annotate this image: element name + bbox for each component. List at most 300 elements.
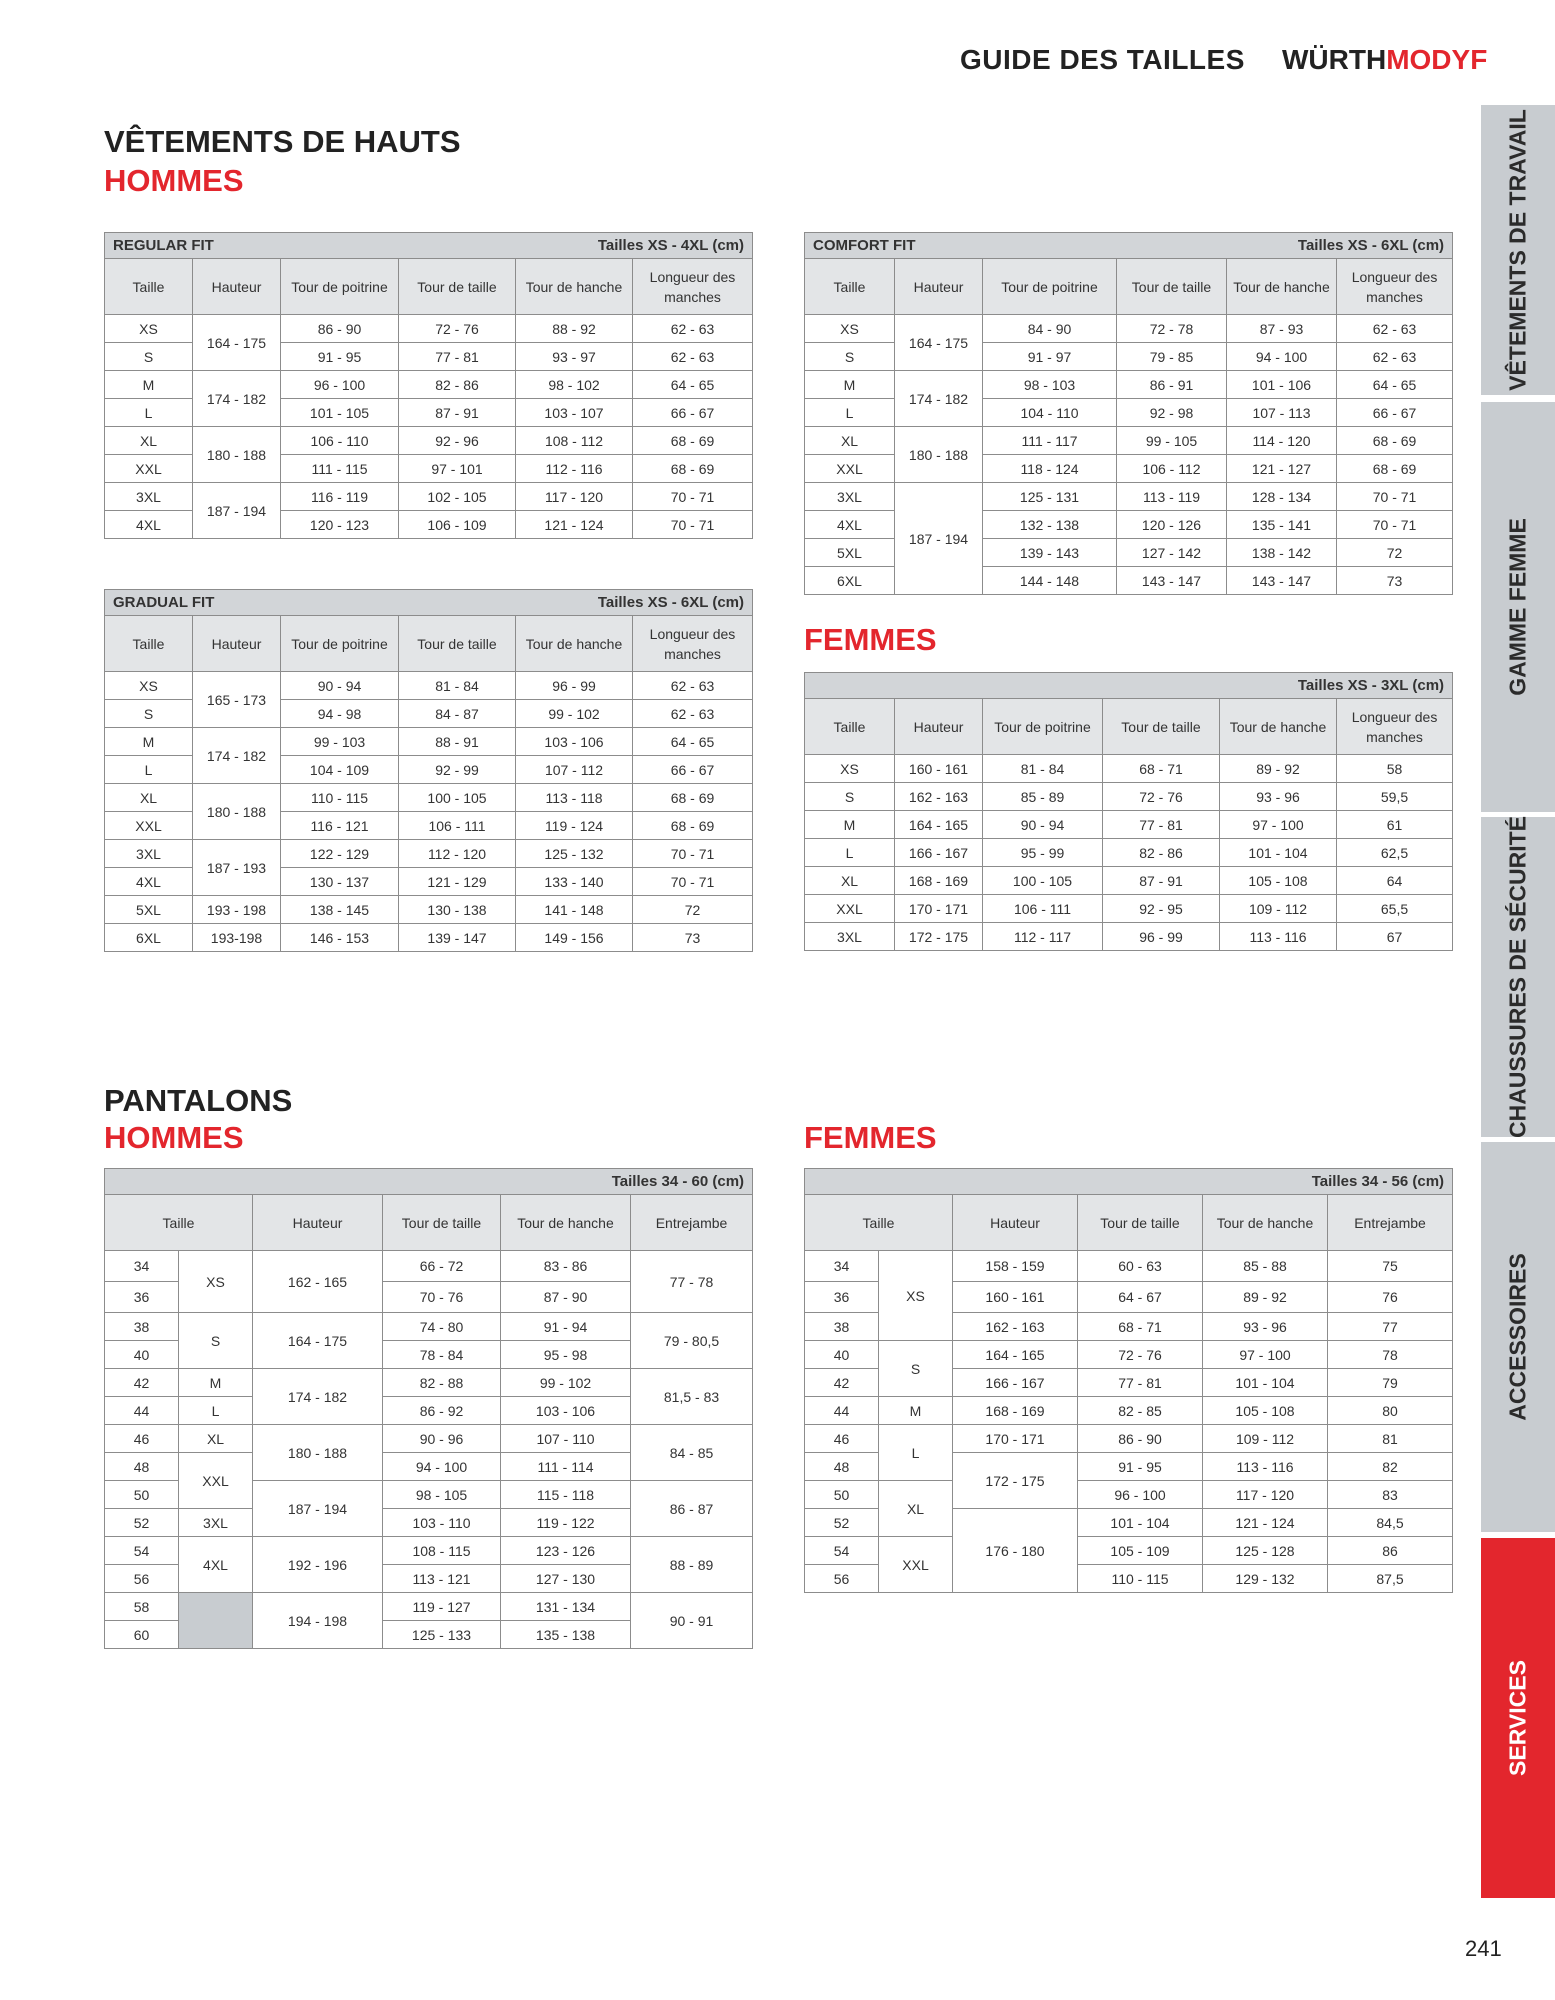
cell: 82 - 85: [1078, 1397, 1203, 1425]
cell: 82 - 86: [399, 371, 516, 399]
size-cell: S: [105, 343, 193, 371]
col-header: Taille: [105, 1195, 253, 1251]
table-row: [105, 728, 753, 756]
inseam-cell: 77: [1328, 1313, 1453, 1341]
cell: 89 - 92: [1220, 755, 1337, 783]
cell: 68 - 71: [1103, 755, 1220, 783]
cell: 125 - 132: [516, 840, 633, 868]
size-letter-cell: XS: [179, 1251, 253, 1313]
cell: 92 - 99: [399, 756, 516, 784]
cell: 92 - 96: [399, 427, 516, 455]
cell: 113 - 118: [516, 784, 633, 812]
cell: 110 - 115: [1078, 1565, 1203, 1593]
height-cell: 193 - 198: [193, 896, 281, 924]
inseam-cell: 78: [1328, 1341, 1453, 1369]
height-cell: 174 - 182: [193, 371, 281, 427]
size-letter-cell: XXL: [179, 1453, 253, 1509]
col-header: Hauteur: [895, 259, 983, 315]
cell: 82 - 86: [1103, 839, 1220, 867]
cell: 103 - 107: [516, 399, 633, 427]
size-cell: 4XL: [805, 511, 895, 539]
height-cell: 162 - 163: [895, 783, 983, 811]
cell: 108 - 112: [516, 427, 633, 455]
size-number-cell: 48: [805, 1453, 879, 1481]
table-row: [105, 1369, 753, 1397]
cell: 112 - 116: [516, 455, 633, 483]
inseam-cell: 81: [1328, 1425, 1453, 1453]
section-sub-pants-men: HOMMES: [104, 1120, 244, 1155]
col-header: Taille: [805, 259, 895, 315]
size-letter-cell: L: [879, 1425, 953, 1481]
cell: 66 - 67: [633, 756, 753, 784]
cell: 138 - 142: [1227, 539, 1337, 567]
cell: 120 - 123: [281, 511, 399, 539]
cell: 62 - 63: [1337, 315, 1453, 343]
cell: 116 - 119: [281, 483, 399, 511]
size-number-cell: 54: [805, 1537, 879, 1565]
col-header: Tour de hanche: [516, 259, 633, 315]
cell: 73: [633, 924, 753, 952]
inseam-cell: 84,5: [1328, 1509, 1453, 1537]
cell: 87 - 91: [1103, 867, 1220, 895]
size-number-cell: 44: [805, 1397, 879, 1425]
side-tab-label: VÊTEMENTS DE TRAVAIL: [1504, 109, 1531, 391]
height-cell: 180 - 188: [895, 427, 983, 483]
height-cell: 172 - 175: [895, 923, 983, 951]
cell: 108 - 115: [383, 1537, 501, 1565]
cell: 77 - 81: [399, 343, 516, 371]
cell: 88 - 91: [399, 728, 516, 756]
size-cell: 3XL: [805, 923, 895, 951]
cell: 101 - 104: [1078, 1509, 1203, 1537]
size-number-cell: 34: [805, 1251, 879, 1282]
size-number-cell: 36: [105, 1282, 179, 1313]
cell: 111 - 115: [281, 455, 399, 483]
cell: 86 - 92: [383, 1397, 501, 1425]
size-number-cell: 38: [105, 1313, 179, 1341]
height-cell: 193-198: [193, 924, 281, 952]
cell: 121 - 129: [399, 868, 516, 896]
inseam-cell: 75: [1328, 1251, 1453, 1282]
cell: 113 - 116: [1203, 1453, 1328, 1481]
height-cell: 160 - 161: [953, 1282, 1078, 1313]
height-cell: 174 - 182: [193, 728, 281, 784]
size-cell: S: [805, 783, 895, 811]
cell: 86 - 91: [1117, 371, 1227, 399]
cell: 72: [1337, 539, 1453, 567]
cell: 116 - 121: [281, 812, 399, 840]
table-range-label: Tailles 34 - 56 (cm): [1311, 1173, 1445, 1190]
size-number-cell: 48: [105, 1453, 179, 1481]
cell: 74 - 80: [383, 1313, 501, 1341]
table-row: [105, 483, 753, 511]
size-cell: L: [105, 756, 193, 784]
cell: 143 - 147: [1117, 567, 1227, 595]
cell: 86 - 90: [281, 315, 399, 343]
cell: 94 - 100: [383, 1453, 501, 1481]
cell: 97 - 101: [399, 455, 516, 483]
cell: 104 - 110: [983, 399, 1117, 427]
size-number-cell: 60: [105, 1621, 179, 1649]
height-cell: 187 - 194: [193, 483, 281, 539]
cell: 101 - 105: [281, 399, 399, 427]
cell: 107 - 112: [516, 756, 633, 784]
side-tab-vetements-de-travail[interactable]: [1481, 105, 1555, 395]
col-header: Longueur des manches: [633, 616, 753, 672]
cell: 83 - 86: [501, 1251, 631, 1282]
page-number: 241: [1465, 1936, 1502, 1961]
size-cell: S: [105, 700, 193, 728]
cell: 62 - 63: [633, 343, 753, 371]
cell: 68 - 69: [633, 455, 753, 483]
col-header: Taille: [805, 699, 895, 755]
cell: 70 - 71: [1337, 511, 1453, 539]
table-row: [105, 427, 753, 455]
cell: 62 - 63: [633, 700, 753, 728]
inseam-cell: 87,5: [1328, 1565, 1453, 1593]
height-cell: 172 - 175: [953, 1453, 1078, 1509]
inseam-cell: 88 - 89: [631, 1537, 753, 1593]
cell: 62 - 63: [633, 315, 753, 343]
col-header: Hauteur: [253, 1195, 383, 1251]
height-cell: 194 - 198: [253, 1593, 383, 1649]
side-tab-accessoires[interactable]: [1481, 1142, 1555, 1532]
cell: 119 - 124: [516, 812, 633, 840]
cell: 90 - 94: [281, 672, 399, 700]
size-cell: XXL: [105, 812, 193, 840]
cell: 125 - 131: [983, 483, 1117, 511]
side-tab-label: GAMME FEMME: [1504, 518, 1531, 696]
col-header: Tour de taille: [1078, 1195, 1203, 1251]
table-range-label: Tailles 34 - 60 (cm): [611, 1173, 745, 1190]
col-header: Taille: [805, 1195, 953, 1251]
cell: 72 - 76: [1078, 1341, 1203, 1369]
cell: 99 - 102: [516, 700, 633, 728]
cell: 92 - 95: [1103, 895, 1220, 923]
col-header: Hauteur: [953, 1195, 1078, 1251]
cell: 95 - 99: [983, 839, 1103, 867]
cell: 66 - 72: [383, 1251, 501, 1282]
cell: 70 - 71: [633, 868, 753, 896]
side-tab-services[interactable]: [1481, 1538, 1555, 1898]
cell: 72: [633, 896, 753, 924]
cell: 130 - 138: [399, 896, 516, 924]
cell: 87 - 90: [501, 1282, 631, 1313]
inseam-cell: 77 - 78: [631, 1251, 753, 1313]
size-number-cell: 40: [105, 1341, 179, 1369]
inseam-cell: 82: [1328, 1453, 1453, 1481]
inseam-cell: 79 - 80,5: [631, 1313, 753, 1369]
cell: 107 - 113: [1227, 399, 1337, 427]
table-range-label: Tailles XS - 3XL (cm): [1297, 677, 1445, 694]
cell: 70 - 76: [383, 1282, 501, 1313]
cell: 125 - 133: [383, 1621, 501, 1649]
cell: 133 - 140: [516, 868, 633, 896]
cell: 129 - 132: [1203, 1565, 1328, 1593]
table-row: [805, 783, 1453, 811]
cell: 84 - 90: [983, 315, 1117, 343]
size-number-cell: 34: [105, 1251, 179, 1282]
size-cell: 6XL: [105, 924, 193, 952]
table-row: [105, 371, 753, 399]
cell: 111 - 114: [501, 1453, 631, 1481]
cell: 109 - 112: [1220, 895, 1337, 923]
height-cell: 180 - 188: [193, 427, 281, 483]
side-tab-chaussures-de-securite[interactable]: [1481, 817, 1555, 1137]
cell: 68 - 69: [1337, 427, 1453, 455]
size-cell: XS: [105, 672, 193, 700]
cell: 104 - 109: [281, 756, 399, 784]
cell: 113 - 121: [383, 1565, 501, 1593]
cell: 64: [1337, 867, 1453, 895]
table-row: [805, 867, 1453, 895]
cell: 91 - 95: [281, 343, 399, 371]
table-range-label: Tailles XS - 4XL (cm): [597, 237, 744, 254]
cell: 106 - 110: [281, 427, 399, 455]
cell: 121 - 127: [1227, 455, 1337, 483]
table-row: [805, 1251, 1453, 1282]
cell: 70 - 71: [633, 840, 753, 868]
size-letter-cell: S: [879, 1341, 953, 1397]
cell: 97 - 100: [1203, 1341, 1328, 1369]
height-cell: 164 - 165: [953, 1341, 1078, 1369]
cell: 77 - 81: [1078, 1369, 1203, 1397]
size-letter-cell: 4XL: [179, 1537, 253, 1593]
col-header: Longueur des manches: [633, 259, 753, 315]
size-cell: L: [805, 399, 895, 427]
col-header: Tour de taille: [399, 259, 516, 315]
cell: 64 - 65: [633, 371, 753, 399]
section-title-tops: VÊTEMENTS DE HAUTS: [104, 124, 461, 159]
size-cell: 3XL: [105, 840, 193, 868]
height-cell: 176 - 180: [953, 1509, 1078, 1593]
table-row: [105, 672, 753, 700]
size-letter-cell: M: [879, 1397, 953, 1425]
size-cell: XS: [105, 315, 193, 343]
size-cell: XL: [105, 427, 193, 455]
height-cell: 168 - 169: [953, 1397, 1078, 1425]
cell: 68 - 69: [633, 427, 753, 455]
size-cell: XL: [105, 784, 193, 812]
size-letter-cell: 3XL: [179, 1509, 253, 1537]
size-cell: M: [805, 811, 895, 839]
empty-size-cell: [179, 1593, 253, 1649]
cell: 95 - 98: [501, 1341, 631, 1369]
cell: 90 - 94: [983, 811, 1103, 839]
cell: 127 - 142: [1117, 539, 1227, 567]
table-row: [105, 1537, 753, 1565]
size-number-cell: 52: [105, 1509, 179, 1537]
cell: 93 - 96: [1203, 1313, 1328, 1341]
cell: 146 - 153: [281, 924, 399, 952]
cell: 120 - 126: [1117, 511, 1227, 539]
cell: 81 - 84: [983, 755, 1103, 783]
cell: 93 - 97: [516, 343, 633, 371]
cell: 132 - 138: [983, 511, 1117, 539]
col-header: Entrejambe: [1328, 1195, 1453, 1251]
cell: 96 - 99: [1103, 923, 1220, 951]
col-header: Hauteur: [895, 699, 983, 755]
table-row: [805, 1481, 1453, 1509]
size-cell: XL: [805, 867, 895, 895]
cell: 112 - 120: [399, 840, 516, 868]
cell: 105 - 108: [1203, 1397, 1328, 1425]
cell: 99 - 105: [1117, 427, 1227, 455]
col-header: Taille: [105, 616, 193, 672]
table-row: [105, 1593, 753, 1621]
size-number-cell: 42: [105, 1369, 179, 1397]
height-cell: 168 - 169: [895, 867, 983, 895]
size-letter-cell: L: [179, 1397, 253, 1425]
col-header: Tour de poitrine: [983, 259, 1117, 315]
col-header: Hauteur: [193, 259, 281, 315]
cell: 88 - 92: [516, 315, 633, 343]
col-header: Tour de poitrine: [281, 616, 399, 672]
inseam-cell: 84 - 85: [631, 1425, 753, 1481]
table-row: [805, 839, 1453, 867]
size-cell: 4XL: [105, 511, 193, 539]
cell: 72 - 76: [399, 315, 516, 343]
cell: 123 - 126: [501, 1537, 631, 1565]
cell: 67: [1337, 923, 1453, 951]
table-men-pants: [104, 1168, 753, 1649]
table-fit-label: REGULAR FIT: [113, 237, 214, 254]
cell: 60 - 63: [1078, 1251, 1203, 1282]
cell: 91 - 97: [983, 343, 1117, 371]
section-sub-tops-women: FEMMES: [804, 622, 937, 657]
size-number-cell: 50: [805, 1481, 879, 1509]
height-cell: 187 - 194: [895, 483, 983, 595]
cell: 128 - 134: [1227, 483, 1337, 511]
height-cell: 166 - 167: [953, 1369, 1078, 1397]
cell: 100 - 105: [983, 867, 1103, 895]
cell: 82 - 88: [383, 1369, 501, 1397]
cell: 91 - 95: [1078, 1453, 1203, 1481]
cell: 110 - 115: [281, 784, 399, 812]
cell: 94 - 98: [281, 700, 399, 728]
height-cell: 164 - 175: [253, 1313, 383, 1369]
cell: 101 - 104: [1203, 1369, 1328, 1397]
cell: 96 - 100: [281, 371, 399, 399]
size-number-cell: 46: [805, 1425, 879, 1453]
cell: 68 - 69: [1337, 455, 1453, 483]
cell: 98 - 102: [516, 371, 633, 399]
cell: 87 - 93: [1227, 315, 1337, 343]
height-cell: 170 - 171: [895, 895, 983, 923]
table-row: [105, 840, 753, 868]
size-number-cell: 36: [805, 1282, 879, 1313]
cell: 121 - 124: [1203, 1509, 1328, 1537]
size-cell: 6XL: [805, 567, 895, 595]
cell: 87 - 91: [399, 399, 516, 427]
table-row: [105, 315, 753, 343]
cell: 92 - 98: [1117, 399, 1227, 427]
table-comfort-fit: [804, 232, 1453, 595]
cell: 78 - 84: [383, 1341, 501, 1369]
cell: 70 - 71: [633, 511, 753, 539]
cell: 98 - 103: [983, 371, 1117, 399]
size-cell: XXL: [105, 455, 193, 483]
col-header: Longueur des manches: [1337, 259, 1453, 315]
cell: 102 - 105: [399, 483, 516, 511]
cell: 59,5: [1337, 783, 1453, 811]
table-row: [805, 315, 1453, 343]
cell: 135 - 141: [1227, 511, 1337, 539]
table-row: [805, 1537, 1453, 1565]
cell: 138 - 145: [281, 896, 399, 924]
inseam-cell: 79: [1328, 1369, 1453, 1397]
size-cell: S: [805, 343, 895, 371]
side-tab-gamme-femme[interactable]: [1481, 402, 1555, 812]
side-tab-label: CHAUSSURES DE SÉCURITÉ: [1504, 815, 1531, 1139]
cell: 70 - 71: [633, 483, 753, 511]
cell: 85 - 89: [983, 783, 1103, 811]
cell: 105 - 109: [1078, 1537, 1203, 1565]
height-cell: 174 - 182: [895, 371, 983, 427]
cell: 99 - 102: [501, 1369, 631, 1397]
size-letter-cell: XS: [879, 1251, 953, 1341]
cell: 91 - 94: [501, 1313, 631, 1341]
col-header: Tour de hanche: [1220, 699, 1337, 755]
col-header: Longueur des manches: [1337, 699, 1453, 755]
inseam-cell: 83: [1328, 1481, 1453, 1509]
height-cell: 170 - 171: [953, 1425, 1078, 1453]
height-cell: 164 - 175: [193, 315, 281, 371]
cell: 131 - 134: [501, 1593, 631, 1621]
table-gradual-fit: [104, 589, 753, 952]
cell: 72 - 78: [1117, 315, 1227, 343]
cell: 130 - 137: [281, 868, 399, 896]
cell: 97 - 100: [1220, 811, 1337, 839]
size-cell: XXL: [805, 895, 895, 923]
cell: 113 - 116: [1220, 923, 1337, 951]
size-number-cell: 58: [105, 1593, 179, 1621]
cell: 96 - 100: [1078, 1481, 1203, 1509]
cell: 117 - 120: [1203, 1481, 1328, 1509]
table-row: [805, 755, 1453, 783]
height-cell: 158 - 159: [953, 1251, 1078, 1282]
height-cell: 165 - 173: [193, 672, 281, 728]
table-row: [105, 1425, 753, 1453]
cell: 105 - 108: [1220, 867, 1337, 895]
cell: 121 - 124: [516, 511, 633, 539]
cell: 85 - 88: [1203, 1251, 1328, 1282]
height-cell: 187 - 193: [193, 840, 281, 896]
size-number-cell: 50: [105, 1481, 179, 1509]
cell: 64 - 65: [633, 728, 753, 756]
size-number-cell: 40: [805, 1341, 879, 1369]
cell: 68 - 69: [633, 784, 753, 812]
cell: 113 - 119: [1117, 483, 1227, 511]
size-number-cell: 52: [805, 1509, 879, 1537]
height-cell: 162 - 163: [953, 1313, 1078, 1341]
table-women-pants: [804, 1168, 1453, 1593]
cell: 68 - 69: [633, 812, 753, 840]
table-regular-fit: [104, 232, 753, 539]
cell: 125 - 128: [1203, 1537, 1328, 1565]
table-women-tops: [804, 672, 1453, 951]
cell: 72 - 76: [1103, 783, 1220, 811]
height-cell: 164 - 175: [895, 315, 983, 371]
cell: 65,5: [1337, 895, 1453, 923]
inseam-cell: 80: [1328, 1397, 1453, 1425]
size-cell: 5XL: [805, 539, 895, 567]
inseam-cell: 86: [1328, 1537, 1453, 1565]
cell: 103 - 110: [383, 1509, 501, 1537]
cell: 149 - 156: [516, 924, 633, 952]
size-number-cell: 38: [805, 1313, 879, 1341]
cell: 96 - 99: [516, 672, 633, 700]
